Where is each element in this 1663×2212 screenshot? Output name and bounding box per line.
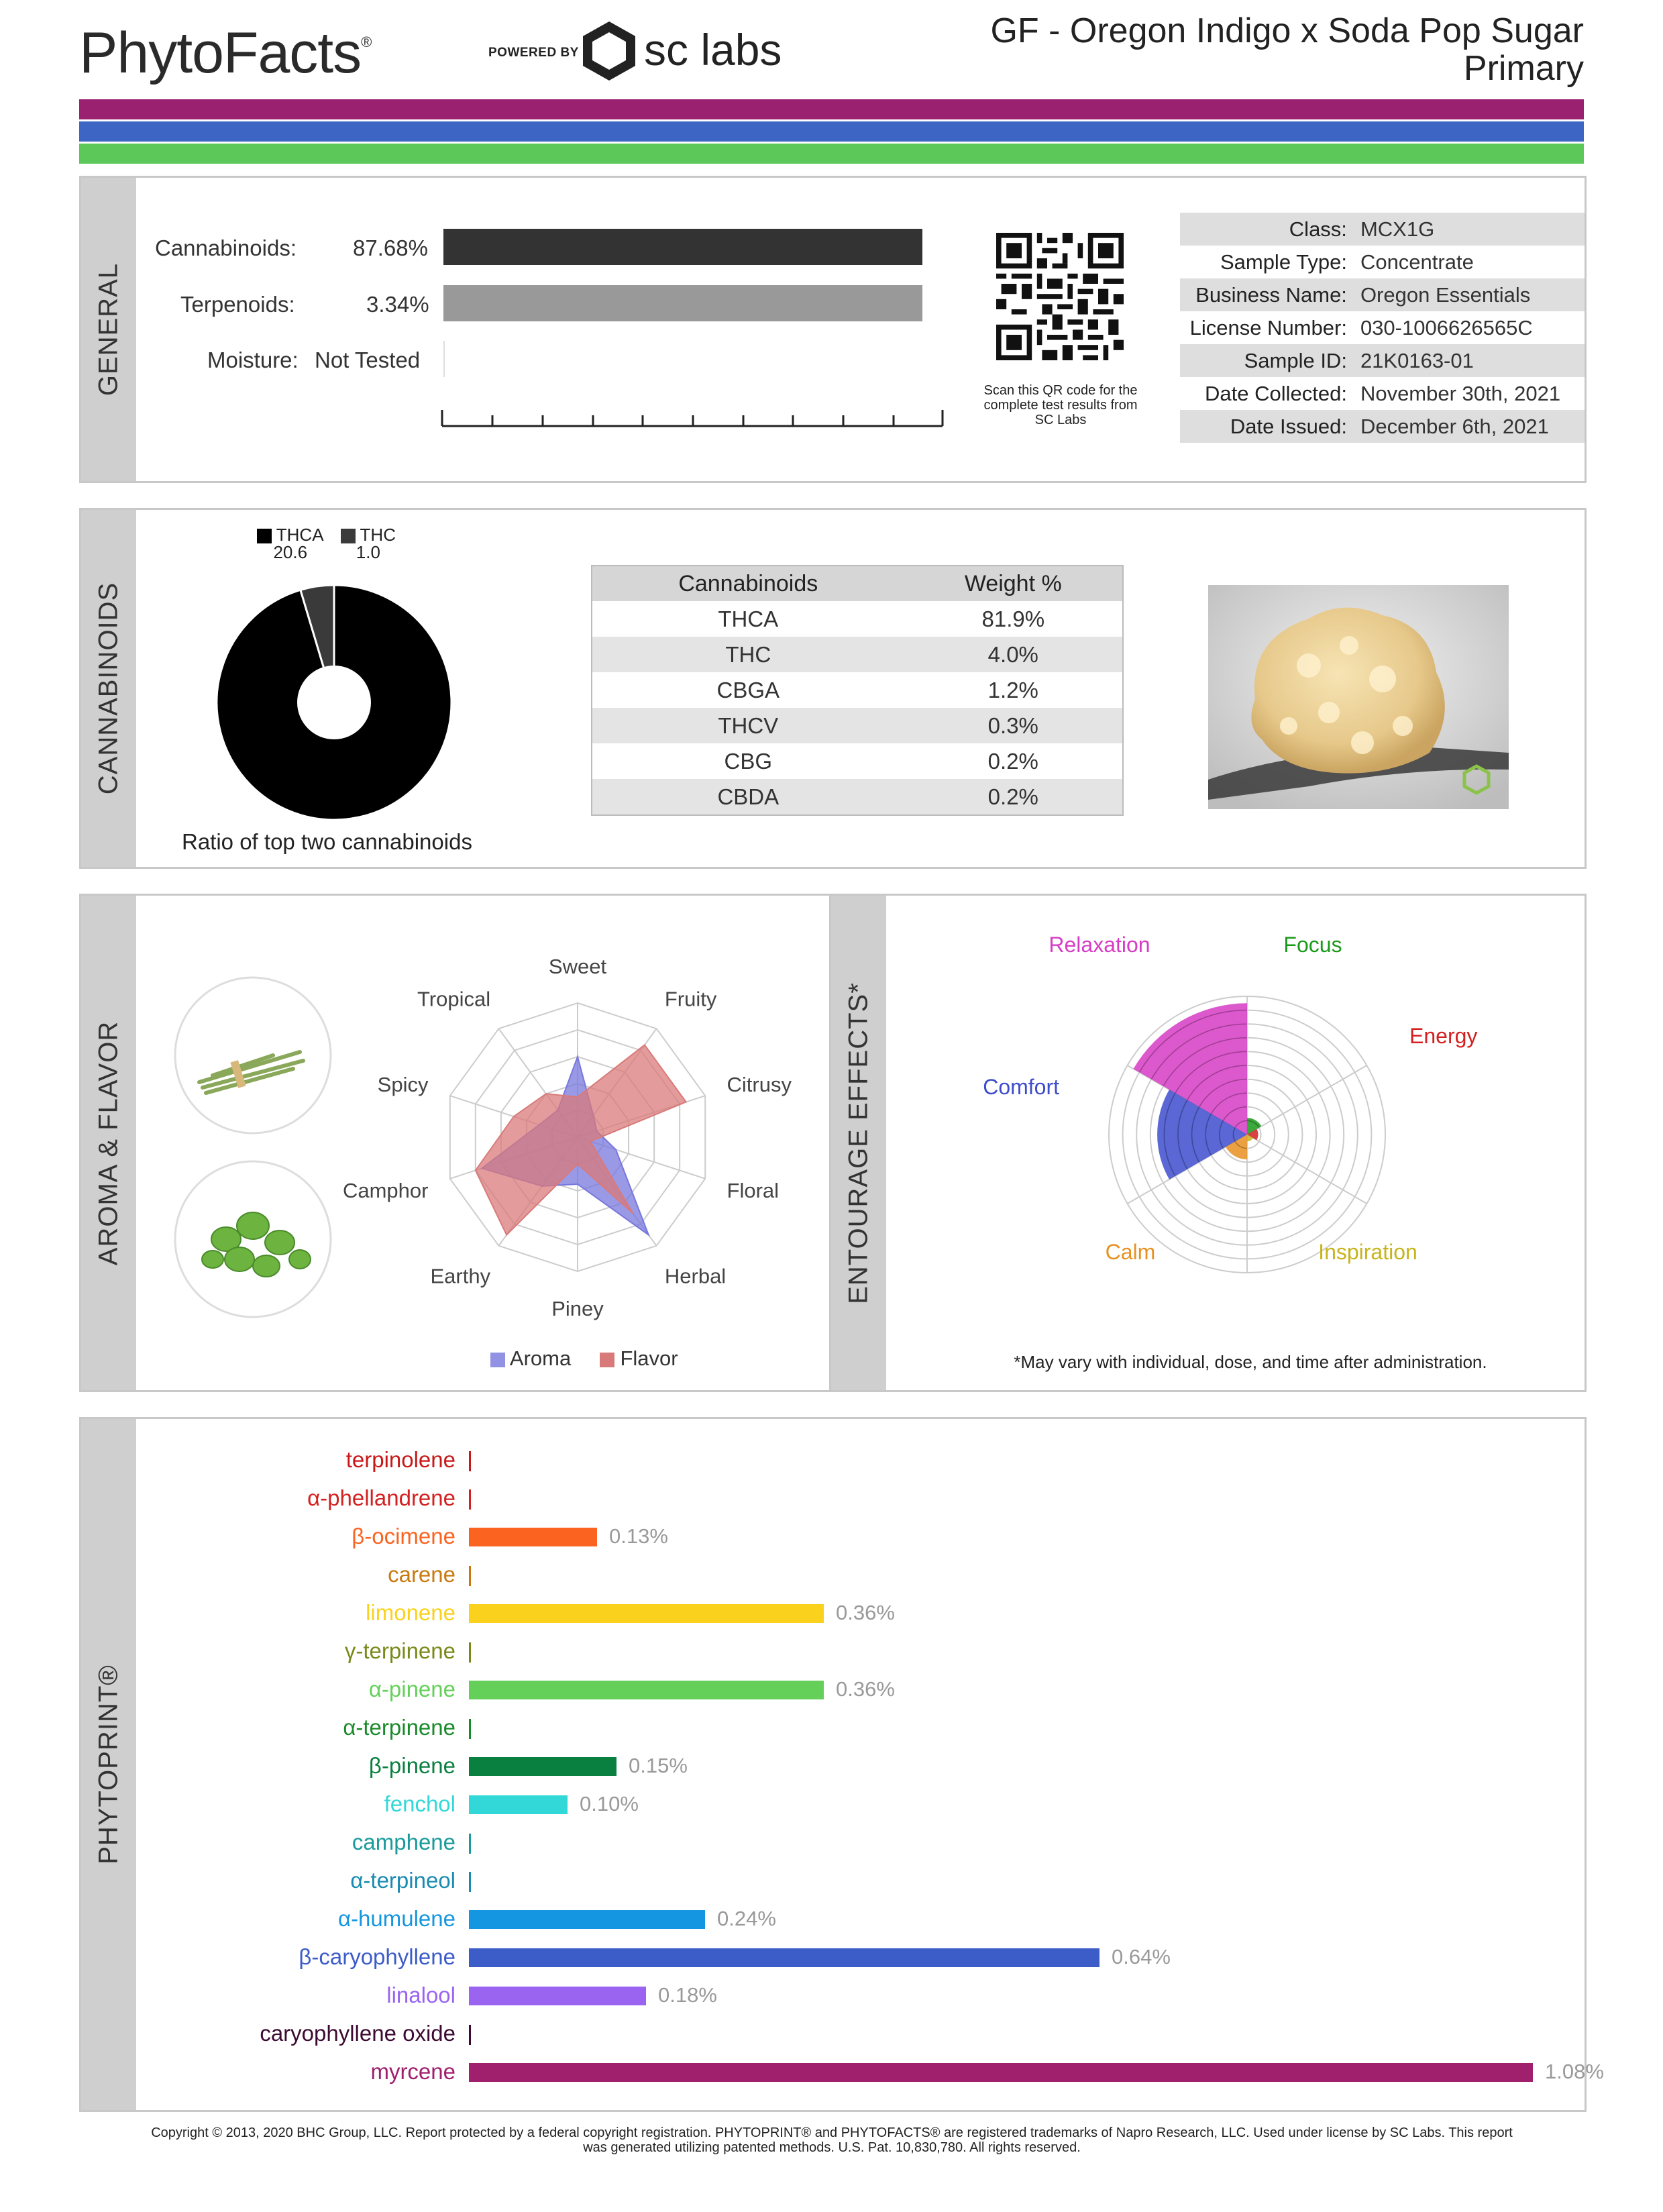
phytoprint-tab-label: PHYTOPRINT® [93, 1665, 123, 1864]
legend-item-thca [257, 526, 324, 561]
radar-axis-label: Floral [727, 1178, 780, 1202]
terpene-label: camphene [352, 1830, 455, 1854]
qr-code-icon[interactable] [996, 233, 1124, 360]
info-value: Oregon Essentials [1354, 278, 1585, 311]
entourage-tab-label: ENTOURAGE EFFECTS* [843, 982, 873, 1304]
cannabinoid-row [592, 637, 1123, 672]
donut-hole [297, 666, 371, 739]
cannabinoids-tab-label: CANNABINOIDS [93, 582, 123, 795]
info-key: Class: [1180, 213, 1354, 246]
info-row [1180, 213, 1585, 246]
terpene-value: 0.64% [1112, 1945, 1171, 1968]
legend-name-thca: THCA [276, 525, 324, 545]
legend-label-aroma: Aroma [509, 1347, 572, 1370]
stripe-purple [79, 99, 1584, 119]
phytoprint-panel [79, 1417, 1604, 2112]
qr-caption: Scan this QR code for the complete test results from SC Labs [983, 383, 1138, 427]
polar-spoke [1247, 1135, 1366, 1204]
terpene-bar [469, 1948, 1099, 1967]
cannabinoids-bar [443, 229, 922, 265]
terpene-bar [469, 1489, 471, 1510]
terpene-label: fenchol [384, 1791, 455, 1816]
terpene-label: limonene [366, 1600, 455, 1625]
info-value: December 6th, 2021 [1354, 410, 1585, 443]
radar-axis-label: Earthy [430, 1264, 491, 1288]
legend-label-flavor: Flavor [620, 1347, 678, 1370]
radar-axis-label: Fruity [664, 987, 717, 1011]
terpene-value: 0.15% [629, 1754, 688, 1777]
terpene-label: α-terpineol [350, 1868, 455, 1893]
sc-labs-logo [582, 20, 797, 81]
sample-photo [1208, 585, 1509, 809]
entourage-polar-chart [925, 936, 1569, 1312]
entourage-panel [829, 894, 1587, 1392]
stripe-green [79, 144, 1584, 164]
cannabinoids-label: Cannabinoids: [155, 235, 297, 260]
terpene-value: 1.08% [1545, 2060, 1604, 2083]
donut-legend [257, 526, 396, 561]
stripe-blue [79, 121, 1584, 142]
phytofacts-logo [79, 20, 371, 87]
scale-axis [441, 405, 951, 431]
info-row [1180, 311, 1585, 344]
cannabinoid-name: CBGA [716, 677, 780, 702]
effect-label-inspiration: Inspiration [1318, 1240, 1417, 1264]
aroma-tab [81, 896, 136, 1390]
info-value: MCX1G [1354, 213, 1585, 246]
info-key: Sample Type: [1220, 250, 1347, 274]
terpene-label: α-humulene [337, 1906, 455, 1931]
logo-registered-mark: ® [361, 34, 372, 50]
terpene-label: α-phellandrene [307, 1485, 455, 1510]
entourage-tab [831, 896, 886, 1390]
radar-axis-label: Herbal [664, 1264, 727, 1288]
terpene-bar [469, 2063, 1533, 2082]
info-row [1180, 410, 1585, 443]
info-value: Concentrate [1360, 250, 1474, 274]
logo-text: PhytoFacts [79, 21, 362, 85]
sc-labs-text: sc labs [644, 25, 782, 74]
cannabinoid-weight: 0.2% [987, 748, 1038, 774]
cannabinoid-weight: 4.0% [904, 637, 1123, 672]
general-panel [79, 176, 1587, 483]
terpenoids-bar [443, 285, 922, 321]
terpene-value: 0.36% [836, 1601, 895, 1624]
moisture-bar [443, 341, 445, 377]
cannabinoid-weight: 81.9% [981, 606, 1045, 631]
info-row [1180, 246, 1585, 278]
legend-value-thc: 1.0 [356, 542, 380, 563]
terpene-bar [469, 1834, 471, 1854]
cannabinoids-value: 87.68% [353, 235, 428, 260]
terpene-bar [469, 2025, 471, 2045]
info-row [1180, 344, 1585, 377]
entourage-footnote: *May vary with individual, dose, and time after administration. [1014, 1352, 1487, 1372]
info-row [1180, 278, 1585, 311]
cannabinoid-row [592, 672, 1123, 708]
radar-axis-label: Sweet [548, 955, 607, 978]
info-key: Date Collected: [1204, 381, 1347, 405]
terpene-label: terpinolene [345, 1447, 455, 1472]
terpene-bar [469, 1451, 471, 1471]
ratio-donut-chart [210, 578, 458, 827]
footer [81, 2125, 1583, 2155]
cannabinoid-name: THCA [718, 606, 779, 631]
legend-swatch-aroma [490, 1353, 505, 1367]
cannabinoid-name: CBG [724, 748, 773, 774]
general-tab-label: GENERAL [93, 262, 123, 397]
info-key: License Number: [1189, 315, 1347, 339]
cannabinoid-name: CBDA [592, 779, 904, 815]
terpene-label: β-ocimene [352, 1524, 455, 1548]
legend-name-thc: THC [360, 525, 396, 545]
cannabinoid-weight: 0.2% [904, 779, 1123, 815]
col-header-weight: Weight % [904, 566, 1123, 601]
terpene-label: α-terpinene [343, 1715, 455, 1740]
terpene-bar [469, 1910, 705, 1929]
polar-spoke [1247, 1065, 1366, 1135]
col-header-cannabinoids: Cannabinoids [592, 566, 904, 601]
terpene-bar [469, 1642, 471, 1663]
cannabinoid-row [592, 779, 1123, 815]
info-key: Date Issued: [1180, 410, 1354, 443]
info-value: November 30th, 2021 [1360, 381, 1561, 405]
info-value: 030-1006626565C [1360, 315, 1533, 339]
terpene-value: 0.10% [580, 1792, 639, 1815]
radar-axis-label: Piney [551, 1297, 604, 1320]
cannabinoid-name: THC [592, 637, 904, 672]
cannabinoid-row [592, 601, 1123, 637]
cannabinoid-name: THCV [592, 708, 904, 743]
legend-value-thca: 20.6 [273, 542, 308, 563]
radar-axis-label: Tropical [417, 987, 491, 1011]
donut-caption: Ratio of top two cannabinoids [182, 829, 472, 854]
radar-axis-label: Spicy [377, 1073, 429, 1097]
cannabinoid-weight: 0.3% [904, 708, 1123, 743]
terpene-label: β-caryophyllene [299, 1944, 455, 1969]
effect-label-comfort: Comfort [983, 1075, 1059, 1099]
aroma-flavor-panel [79, 894, 833, 1392]
terpene-bar-chart [148, 1419, 1604, 2110]
legend-item-thc [341, 526, 396, 561]
phytoprint-tab [81, 1419, 136, 2110]
legend-swatch-thc [341, 529, 356, 543]
title-line-2: Primary [1463, 49, 1584, 88]
terpene-bar [469, 1757, 616, 1776]
aroma-tab-label: AROMA & FLAVOR [93, 1020, 123, 1265]
terpene-bar [469, 1566, 471, 1586]
terpene-label: caryophyllene oxide [260, 2021, 455, 2046]
legend-swatch-flavor [600, 1353, 614, 1367]
lemongrass-icon [172, 975, 333, 1136]
info-row [1180, 377, 1585, 410]
terpene-value: 0.36% [836, 1677, 895, 1701]
terpenoids-value: 3.34% [366, 292, 429, 317]
terpene-label: myrcene [370, 2059, 455, 2084]
effect-label-focus: Focus [1283, 936, 1342, 957]
info-key: Sample ID: [1180, 344, 1354, 377]
cannabinoids-panel [79, 508, 1587, 869]
powered-by-label: POWERED BY [488, 46, 579, 60]
terpene-value: 0.24% [717, 1907, 776, 1930]
terpene-bar [469, 1604, 824, 1623]
cannabinoid-table [591, 565, 1124, 816]
info-key: Business Name: [1180, 278, 1354, 311]
footer-line-1: Copyright © 2013, 2020 BHC Group, LLC. Report protected by a federal copyright registration. PHYTOPRINT® and PHYTOFACTS® are registered trademarks of Napro Research, LLC. Used under license by SC Labs. This report [151, 2125, 1513, 2140]
terpene-label: linalool [386, 1983, 455, 2007]
radar-axis-label: Citrusy [727, 1073, 792, 1097]
sample-title [990, 12, 1584, 87]
terpene-value: 0.18% [658, 1983, 717, 2007]
radar-legend [490, 1347, 678, 1371]
cannabinoid-row [592, 708, 1123, 743]
legend-swatch-thca [257, 529, 272, 543]
terpene-bar [469, 1528, 597, 1546]
radar-axis-label: Camphor [342, 1178, 429, 1202]
terpene-value: 0.13% [609, 1524, 668, 1548]
terpene-label: α-pinene [368, 1677, 455, 1701]
title-line-1: GF - Oregon Indigo x Soda Pop Sugar [990, 11, 1584, 50]
terpene-bar [469, 1872, 471, 1892]
terpene-bar [469, 1681, 824, 1699]
terpene-label: β-pinene [368, 1753, 455, 1778]
hops-icon [172, 1159, 333, 1320]
terpene-bar [469, 1987, 646, 2005]
general-tab [81, 178, 136, 481]
moisture-label: Moisture: [207, 348, 299, 372]
terpene-bar [469, 1719, 471, 1739]
cannabinoid-weight: 1.2% [987, 677, 1038, 702]
terpene-label: carene [388, 1562, 455, 1587]
moisture-value: Not Tested [315, 348, 421, 372]
cannabinoids-tab [81, 510, 136, 867]
sample-info-table [1180, 213, 1585, 443]
terpene-label: γ-terpinene [344, 1638, 455, 1663]
effect-label-energy: Energy [1409, 1024, 1478, 1048]
terpenoids-label: Terpenoids: [180, 292, 295, 317]
effect-label-relaxation: Relaxation [1049, 936, 1150, 957]
info-value: 21K0163-01 [1354, 344, 1585, 377]
cannabinoid-row [592, 743, 1123, 779]
footer-line-2: was generated utilizing patented methods. U.S. Pat. 10,830,780. All rights reserved. [583, 2140, 1081, 2155]
aroma-flavor-radar [336, 936, 819, 1338]
effect-label-calm: Calm [1105, 1240, 1156, 1264]
terpene-bar [469, 1795, 568, 1814]
